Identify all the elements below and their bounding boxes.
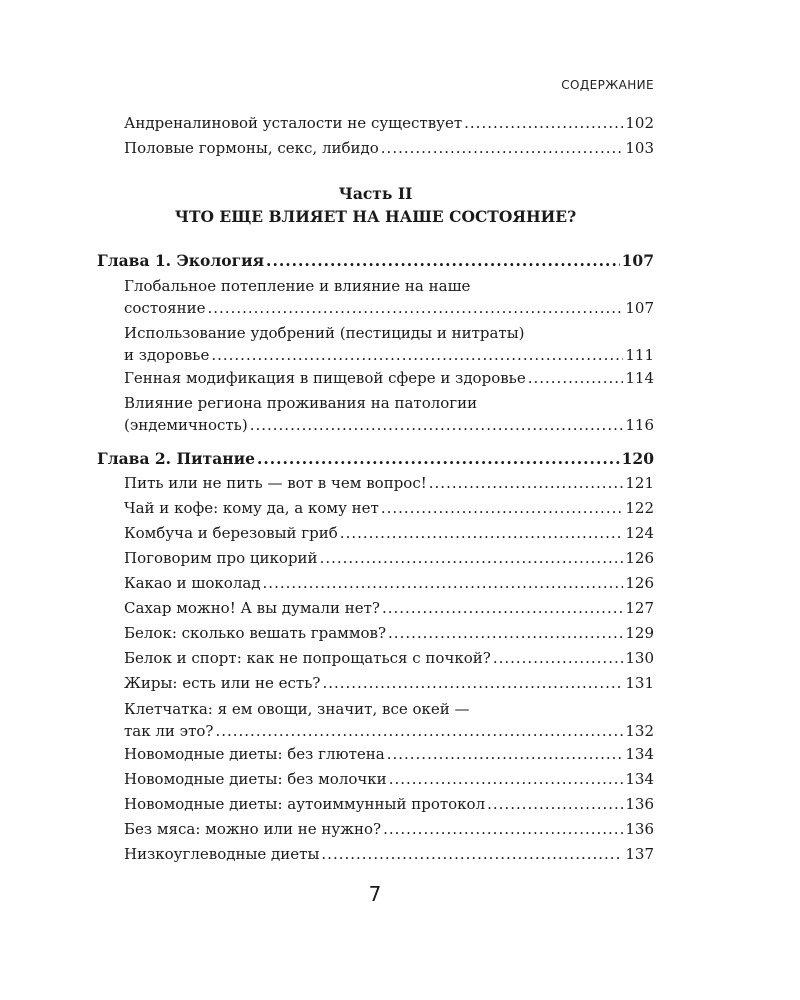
leader-dots bbox=[321, 842, 623, 867]
toc-entry[interactable] bbox=[97, 671, 654, 696]
entry-title: Какао и шоколад bbox=[124, 574, 261, 592]
toc-chapter-1 bbox=[97, 248, 654, 436]
entry-title: Новомодные диеты: аутоиммунный протокол bbox=[124, 795, 486, 813]
leader-dots bbox=[211, 344, 623, 366]
entry-page: 114 bbox=[625, 369, 654, 387]
entry-title: Новомодные диеты: без глютена bbox=[124, 745, 385, 763]
toc-entry[interactable] bbox=[97, 621, 654, 646]
toc-entry[interactable] bbox=[97, 767, 654, 792]
toc-entry[interactable] bbox=[97, 471, 654, 496]
leader-dots bbox=[388, 621, 623, 646]
entry-title: и здоровье bbox=[124, 346, 210, 364]
toc-entry[interactable] bbox=[97, 521, 654, 546]
toc-top-entries bbox=[97, 111, 654, 161]
entry-page: 121 bbox=[625, 474, 654, 492]
entry-page: 116 bbox=[625, 416, 654, 434]
toc-entry[interactable] bbox=[97, 546, 654, 571]
toc-entry[interactable] bbox=[97, 742, 654, 767]
leader-dots bbox=[528, 366, 624, 391]
toc-entry[interactable] bbox=[97, 392, 654, 436]
leader-dots bbox=[487, 792, 623, 817]
entry-title: Половые гормоны, секс, либидо bbox=[124, 139, 379, 157]
toc-entry[interactable] bbox=[97, 275, 654, 319]
toc-entry[interactable] bbox=[97, 817, 654, 842]
toc-entry[interactable] bbox=[97, 322, 654, 366]
part-title: ЧТО ЕЩЕ ВЛИЯЕТ НА НАШЕ СОСТОЯНИЕ? bbox=[174, 207, 577, 226]
toc-entry[interactable] bbox=[97, 596, 654, 621]
entry-page: 136 bbox=[625, 795, 654, 813]
part-label: Часть II bbox=[338, 184, 413, 203]
toc-entry[interactable] bbox=[97, 571, 654, 596]
leader-dots bbox=[320, 546, 624, 571]
leader-dots bbox=[429, 471, 624, 496]
leader-dots bbox=[257, 446, 620, 471]
toc-entry[interactable] bbox=[97, 792, 654, 817]
entry-title: Белок и спорт: как не попрощаться с почкой? bbox=[124, 649, 491, 667]
entry-title: Андреналиновой усталости не существует bbox=[124, 114, 463, 132]
entry-title: Сахар можно! А вы думали нет? bbox=[124, 599, 380, 617]
toc-entry[interactable] bbox=[97, 366, 654, 391]
chapter-heading[interactable] bbox=[97, 446, 654, 471]
entry-page: 130 bbox=[625, 649, 654, 667]
leader-dots bbox=[266, 248, 620, 273]
entry-page: 137 bbox=[625, 845, 654, 863]
entry-title-line: Глобальное потепление и влияние на наше bbox=[124, 277, 471, 295]
entry-page: 136 bbox=[625, 820, 654, 838]
entry-title: Комбуча и березовый гриб bbox=[124, 524, 338, 542]
chapter-title: Глава 1. Экология bbox=[97, 251, 265, 270]
entry-title: Поговорим про цикорий bbox=[124, 549, 318, 567]
entry-title: Генная модификация в пищевой сфере и здоровье bbox=[124, 369, 526, 387]
entry-title: Белок: сколько вешать граммов? bbox=[124, 624, 387, 642]
toc-entry[interactable] bbox=[97, 496, 654, 521]
entry-page: 127 bbox=[625, 599, 654, 617]
entry-page: 107 bbox=[625, 299, 654, 317]
entry-title: (эндемичность) bbox=[124, 416, 248, 434]
leader-dots bbox=[382, 596, 623, 621]
entry-title: Новомодные диеты: без молочки bbox=[124, 770, 387, 788]
entry-title: Низкоуглеводные диеты bbox=[124, 845, 320, 863]
entry-title-line: Влияние региона проживания на патологии bbox=[124, 394, 478, 412]
entry-title: состояние bbox=[124, 299, 206, 317]
running-head: СОДЕРЖАНИЕ bbox=[561, 78, 654, 92]
leader-dots bbox=[208, 297, 624, 319]
chapter-title: Глава 2. Питание bbox=[97, 449, 255, 468]
entry-page: 126 bbox=[625, 549, 654, 567]
leader-dots bbox=[381, 496, 624, 521]
entry-page: 131 bbox=[625, 674, 654, 692]
leader-dots bbox=[493, 646, 624, 671]
leader-dots bbox=[389, 767, 624, 792]
entry-title: Чай и кофе: кому да, а кому нет bbox=[124, 499, 379, 517]
leader-dots bbox=[383, 817, 623, 842]
toc-entry[interactable] bbox=[97, 842, 654, 867]
toc-entry[interactable] bbox=[97, 698, 654, 742]
toc-chapter-2 bbox=[97, 446, 654, 867]
entry-page: 132 bbox=[625, 722, 654, 740]
toc-entry[interactable] bbox=[97, 111, 654, 136]
leader-dots bbox=[464, 111, 623, 136]
entry-title: Пить или не пить — вот в чем вопрос! bbox=[124, 474, 427, 492]
leader-dots bbox=[340, 521, 624, 546]
entry-page: 134 bbox=[625, 770, 654, 788]
entry-page: 134 bbox=[625, 745, 654, 763]
entry-page: 129 bbox=[625, 624, 654, 642]
page-number: 7 bbox=[368, 882, 382, 906]
chapter-page: 107 bbox=[621, 251, 654, 270]
entry-title: Без мяса: можно или не нужно? bbox=[124, 820, 382, 838]
leader-dots bbox=[250, 414, 624, 436]
leader-dots bbox=[215, 720, 623, 742]
entry-title: так ли это? bbox=[124, 722, 214, 740]
chapter-page: 120 bbox=[621, 449, 654, 468]
leader-dots bbox=[387, 742, 624, 767]
toc-entry[interactable] bbox=[97, 136, 654, 161]
toc-entry[interactable] bbox=[97, 646, 654, 671]
leader-dots bbox=[322, 671, 623, 696]
entry-title: Жиры: есть или не есть? bbox=[124, 674, 321, 692]
chapter-heading[interactable] bbox=[97, 248, 654, 273]
entry-page: 126 bbox=[625, 574, 654, 592]
entry-page: 111 bbox=[625, 346, 654, 364]
entry-page: 122 bbox=[625, 499, 654, 517]
entry-page: 124 bbox=[625, 524, 654, 542]
entry-title-line: Использование удобрений (пестициды и нитраты) bbox=[124, 324, 525, 342]
leader-dots bbox=[263, 571, 624, 596]
entry-page: 102 bbox=[625, 114, 654, 132]
entry-title-line: Клетчатка: я ем овощи, значит, все окей — bbox=[124, 700, 470, 718]
leader-dots bbox=[381, 136, 624, 161]
entry-page: 103 bbox=[625, 139, 654, 157]
